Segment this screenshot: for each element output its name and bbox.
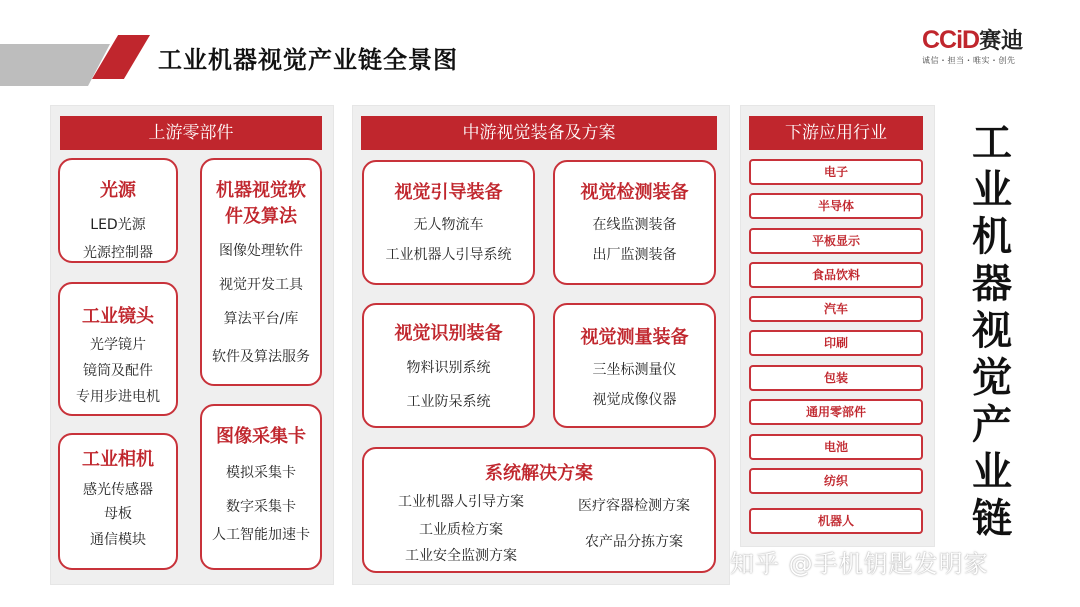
industry-item: 食品饮料 [749, 262, 923, 288]
box-title: 视觉检测装备 [580, 182, 689, 203]
industry-item: 通用零部件 [749, 399, 923, 425]
solution-left-list [386, 491, 536, 565]
vertical-title-char: 业 [972, 167, 1012, 213]
visual-recognition-box [362, 303, 535, 428]
box-item: 视觉开发工具 [219, 277, 303, 293]
box-item: 专用步进电机 [76, 389, 160, 405]
ccid-logo [922, 24, 1052, 72]
box-item: 三坐标测量仪 [592, 362, 677, 378]
vertical-title-char: 工 [972, 120, 1012, 166]
box-item: 镜筒及配件 [83, 363, 153, 379]
system-solution-box [362, 447, 716, 573]
vertical-title-char: 器 [972, 261, 1012, 307]
box-item: 光源控制器 [83, 245, 153, 261]
vertical-title-char: 视 [972, 308, 1012, 354]
industry-item: 电子 [749, 159, 923, 185]
box-title: 工业相机 [82, 449, 154, 470]
vertical-title-char: 链 [972, 496, 1012, 542]
visual-guide-box [362, 160, 535, 285]
box-item: 无人物流车 [413, 217, 484, 233]
industry-item: 纺织 [749, 468, 923, 494]
vertical-title [968, 120, 1016, 543]
logo-cn: 赛迪 [979, 29, 1024, 54]
logo-mark: CCiD [922, 26, 980, 54]
industry-item: 印刷 [749, 330, 923, 356]
box-title: 系统解决方案 [485, 463, 593, 484]
industry-item: 半导体 [749, 193, 923, 219]
box-title: 视觉测量装备 [580, 327, 689, 348]
vertical-title-char: 产 [972, 402, 1012, 448]
box-item: 通信模块 [90, 532, 146, 548]
industry-item: 机器人 [749, 508, 923, 534]
box-item: LED光源 [90, 217, 146, 233]
software-box [200, 158, 322, 386]
box-item: 农产品分拣方案 [585, 534, 683, 550]
box-item: 模拟采集卡 [226, 465, 296, 481]
box-title: 件及算法 [225, 206, 297, 227]
box-item: 工业机器人引导方案 [398, 494, 524, 510]
box-item: 工业质检方案 [419, 522, 503, 538]
header-gray-stripe [0, 44, 110, 86]
box-title: 光源 [100, 180, 136, 201]
upstream-header: 上游零部件 [60, 116, 322, 150]
box-item: 算法平台/库 [223, 311, 299, 327]
visual-inspect-box [553, 160, 716, 285]
box-item: 医疗容器检测方案 [578, 498, 690, 514]
box-item: 感光传感器 [83, 482, 153, 498]
capture-card-box [200, 404, 322, 570]
page-title: 工业机器视觉产业链全景图 [158, 46, 458, 74]
midstream-header: 中游视觉装备及方案 [361, 116, 717, 150]
box-item: 人工智能加速卡 [212, 527, 310, 543]
lens-box [58, 282, 178, 416]
box-item: 出厂监测装备 [592, 247, 677, 263]
logo-slogan: 诚信・担当・唯实・创先 [922, 56, 1016, 65]
downstream-header: 下游应用行业 [749, 116, 923, 150]
box-item: 光学镜片 [90, 337, 146, 353]
visual-measure-box [553, 303, 716, 428]
industry-item: 包装 [749, 365, 923, 391]
box-title: 机器视觉软 [216, 180, 306, 201]
camera-box [58, 433, 178, 570]
light-source-box [58, 158, 178, 263]
watermark: 知乎 @手机钥匙发明家 [730, 550, 989, 578]
vertical-title-char: 机 [972, 214, 1012, 260]
box-title: 视觉识别装备 [394, 323, 503, 344]
box-item: 工业机器人引导系统 [385, 247, 512, 263]
box-item: 物料识别系统 [406, 360, 491, 376]
industry-item: 汽车 [749, 296, 923, 322]
industry-item: 平板显示 [749, 228, 923, 254]
box-item: 视觉成像仪器 [592, 392, 677, 408]
box-item: 在线监测装备 [592, 217, 677, 233]
box-item: 软件及算法服务 [212, 349, 310, 365]
box-item: 工业防呆系统 [406, 394, 491, 410]
vertical-title-char: 业 [972, 449, 1012, 495]
box-item: 图像处理软件 [219, 243, 303, 259]
box-title: 视觉引导装备 [394, 182, 503, 203]
box-item: 数字采集卡 [226, 499, 296, 515]
box-title: 工业镜头 [82, 306, 154, 327]
box-item: 工业安全监测方案 [405, 548, 517, 564]
industry-item: 电池 [749, 434, 923, 460]
box-item: 母板 [104, 506, 132, 522]
solution-right-list [560, 495, 708, 551]
box-title: 图像采集卡 [216, 426, 306, 447]
vertical-title-char: 觉 [972, 355, 1012, 401]
